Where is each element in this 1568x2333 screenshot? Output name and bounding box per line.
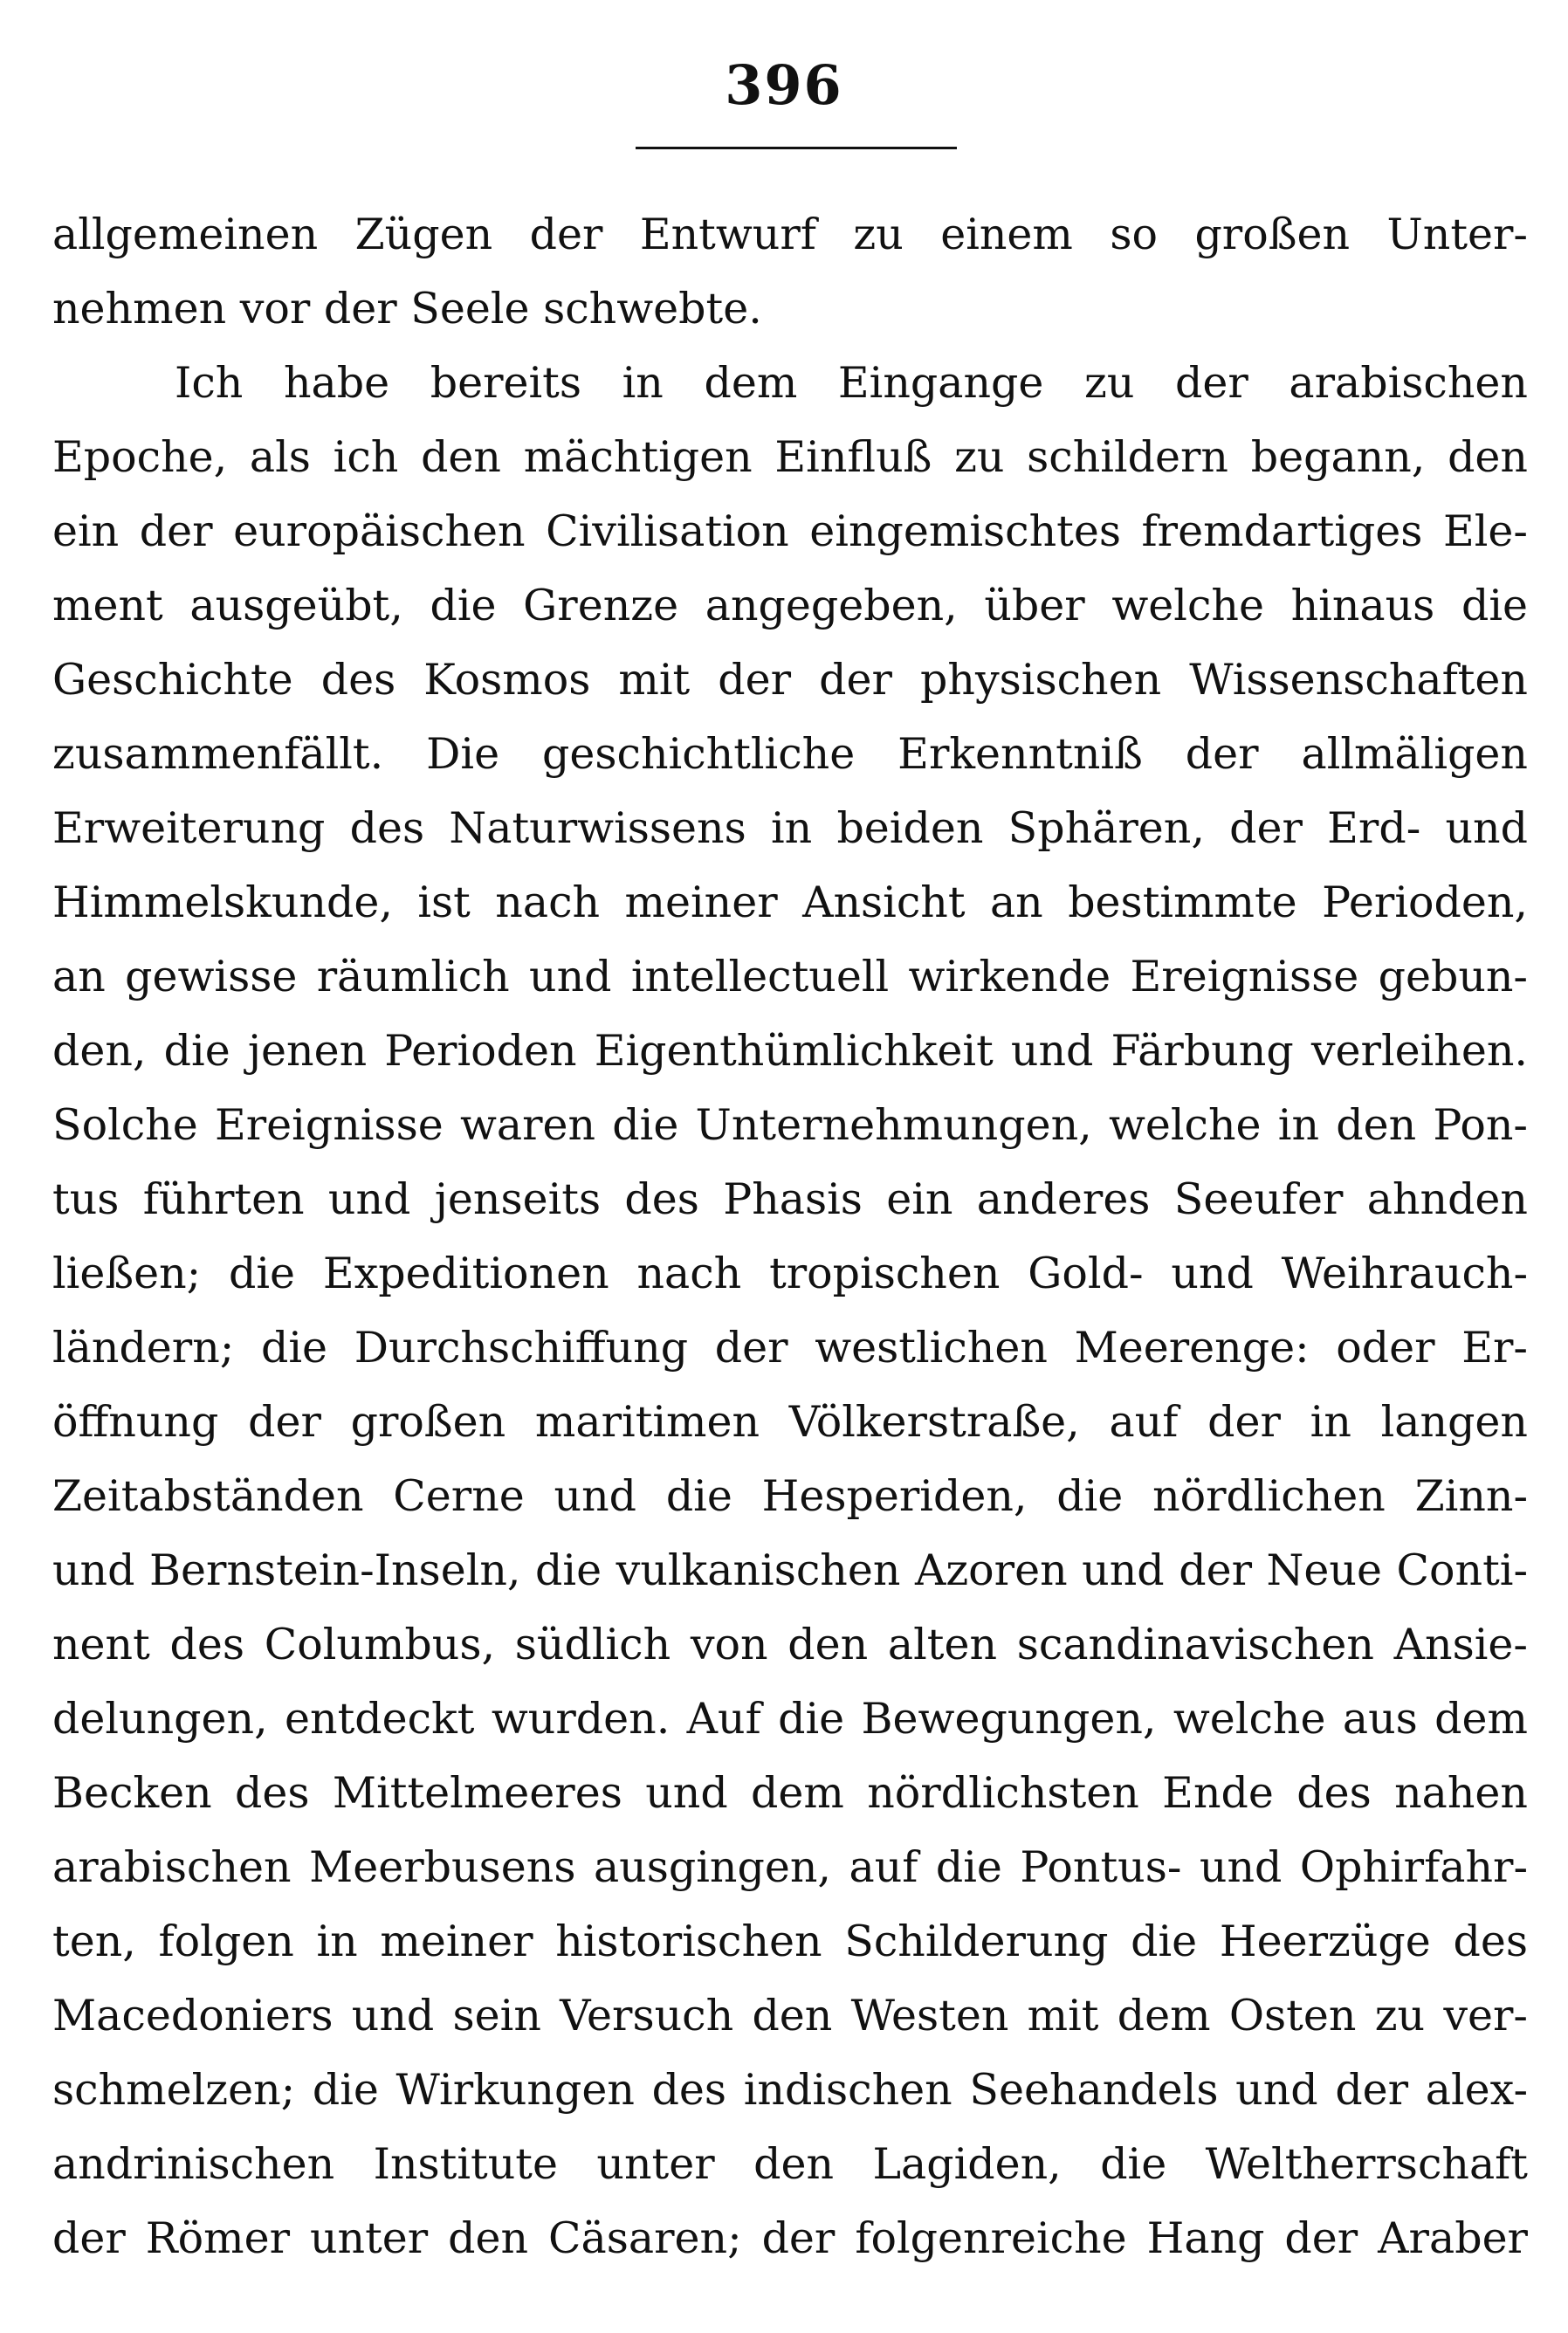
text-line: Ich habe bereits in dem Eingange zu der arabischen	[175, 358, 1528, 408]
text-line: zusammenfällt. Die geschichtliche Erkenntniß der allmäligen	[52, 729, 1528, 779]
text-line: Erweiterung des Naturwissens in beiden Sphären, der Erd- und	[52, 803, 1528, 853]
text-line: der Römer unter den Cäsaren; der folgenreiche Hang der Araber	[52, 2213, 1528, 2263]
text-line: Solche Ereignisse waren die Unternehmungen, welche in den Pon-	[52, 1100, 1528, 1150]
text-line: schmelzen; die Wirkungen des indischen Seehandels und der alex-	[52, 2065, 1528, 2115]
text-line: Becken des Mittelmeeres und dem nördlichsten Ende des nahen	[52, 1768, 1528, 1818]
text-line: ment ausgeübt, die Grenze angegeben, über welche hinaus die	[52, 581, 1528, 630]
text-line: delungen, entdeckt wurden. Auf die Bewegungen, welche aus dem	[52, 1694, 1528, 1744]
text-line: ein der europäischen Civilisation eingemischtes fremdartiges Ele-	[52, 506, 1528, 556]
text-line: ländern; die Durchschiffung der westlichen Meerenge: oder Er-	[52, 1323, 1528, 1373]
text-line: andrinischen Institute unter den Lagiden, die Weltherrschaft	[52, 2139, 1528, 2189]
text-line: an gewisse räumlich und intellectuell wirkende Ereignisse gebun-	[52, 952, 1528, 1001]
body-text	[52, 197, 1528, 2275]
text-line: nent des Columbus, südlich von den alten scandinavischen Ansie-	[52, 1620, 1528, 1669]
text-line: tus führten und jenseits des Phasis ein anderes Seeufer ahnden	[52, 1174, 1528, 1224]
text-line: öffnung der großen maritimen Völkerstraße, auf der in langen	[52, 1397, 1528, 1447]
text-line: arabischen Meerbusens ausgingen, auf die Pontus- und Ophirfahr-	[52, 1842, 1528, 1892]
text-line: und Bernstein-Inseln, die vulkanischen Azoren und der Neue Conti-	[52, 1545, 1528, 1595]
text-line: ließen; die Expeditionen nach tropischen Gold- und Weihrauch-	[52, 1249, 1528, 1298]
text-line: allgemeinen Zügen der Entwurf zu einem so großen Unter-	[52, 210, 1528, 259]
text-line: Epoche, als ich den mächtigen Einfluß zu schildern begann, den	[52, 432, 1528, 482]
page-number: 396	[725, 53, 843, 117]
text-line: Geschichte des Kosmos mit der der physischen Wissenschaften	[52, 655, 1528, 705]
text-line: Himmelskunde, ist nach meiner Ansicht an bestimmte Perioden,	[52, 877, 1528, 927]
text-line: Zeitabständen Cerne und die Hesperiden, die nördlichen Zinn-	[52, 1471, 1528, 1521]
text-line: nehmen vor der Seele schwebte.	[52, 284, 762, 334]
text-line: ten, folgen in meiner historischen Schilderung die Heerzüge des	[52, 1917, 1528, 1966]
text-line: Macedoniers und sein Versuch den Westen mit dem Osten zu ver-	[52, 1991, 1528, 2041]
text-line: den, die jenen Perioden Eigenthümlichkeit und Färbung verleihen.	[52, 1026, 1528, 1076]
header-rule	[636, 147, 957, 149]
